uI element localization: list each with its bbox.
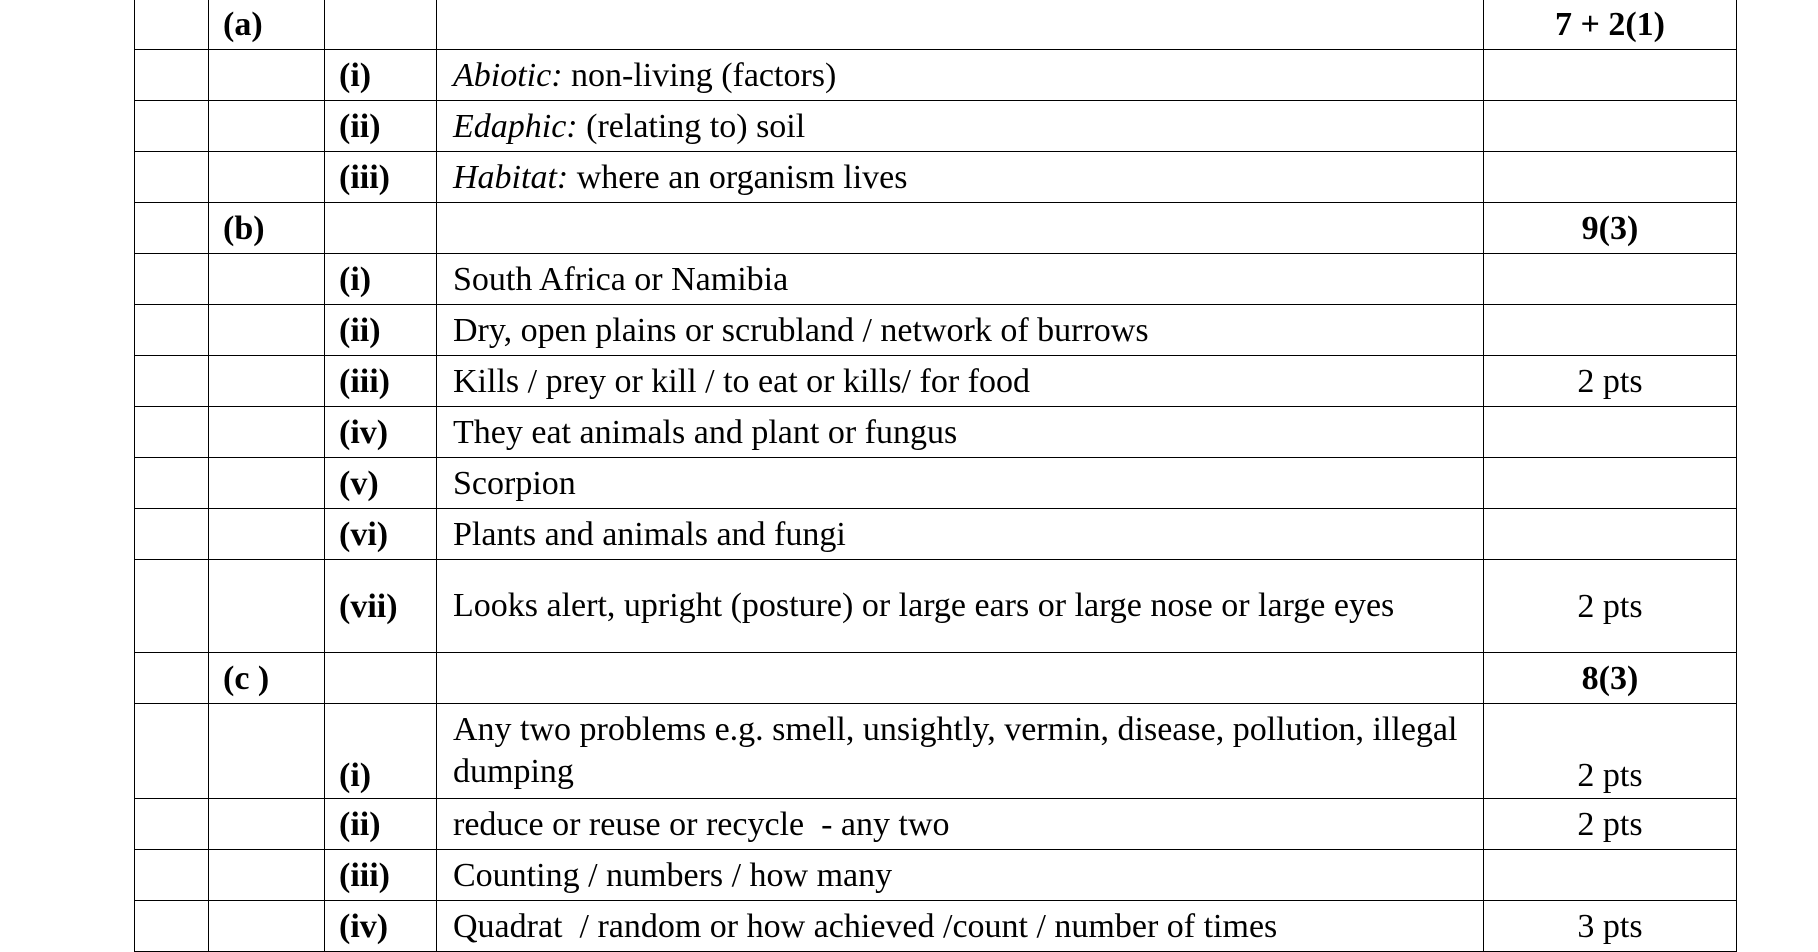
marks-cell: 2 pts: [1484, 560, 1737, 653]
marks-cell: [1484, 458, 1737, 509]
table-row: [135, 850, 1737, 901]
answer-text: (relating to) soil: [577, 107, 806, 145]
sub-part-label: (i): [325, 50, 437, 101]
table-row: [135, 50, 1737, 101]
table-row: [135, 901, 1737, 952]
part-label: (a): [209, 0, 325, 50]
answer-cell: [437, 0, 1484, 50]
part-label: [209, 101, 325, 152]
table-row: [135, 799, 1737, 850]
marks-cell: 7 + 2(1): [1484, 0, 1737, 50]
question-number-cell: [135, 799, 209, 850]
sub-part-label: (iii): [325, 152, 437, 203]
question-number-cell: [135, 653, 209, 704]
sub-part-label: (i): [325, 704, 437, 799]
question-number-cell: [135, 458, 209, 509]
sub-part-label: (i): [325, 254, 437, 305]
answer-text: Scorpion: [437, 458, 1484, 509]
mark-scheme-table: [134, 0, 1737, 952]
question-number-cell: [135, 152, 209, 203]
sub-part-label: [325, 653, 437, 704]
sub-part-label: (ii): [325, 305, 437, 356]
marks-cell: [1484, 254, 1737, 305]
answer-text: South Africa or Namibia: [437, 254, 1484, 305]
table-row: [135, 356, 1737, 407]
marks-cell: 9(3): [1484, 203, 1737, 254]
term-label: Abiotic:: [453, 56, 563, 94]
question-number-cell: [135, 305, 209, 356]
table-row: [135, 509, 1737, 560]
part-label: [209, 850, 325, 901]
term-label: Edaphic:: [453, 107, 578, 145]
sub-part-label: (vii): [325, 560, 437, 653]
marks-cell: 2 pts: [1484, 356, 1737, 407]
part-label: [209, 799, 325, 850]
part-label: [209, 901, 325, 952]
answer-text: They eat animals and plant or fungus: [437, 407, 1484, 458]
table-row: [135, 407, 1737, 458]
table-row: [135, 653, 1737, 704]
term-label: Habitat:: [453, 158, 569, 196]
sub-part-label: (v): [325, 458, 437, 509]
question-number-cell: [135, 254, 209, 305]
answer-text: reduce or reuse or recycle - any two: [437, 799, 1484, 850]
question-number-cell: [135, 560, 209, 653]
answer-text: Kills / prey or kill / to eat or kills/ for food: [437, 356, 1484, 407]
sub-part-label: (iii): [325, 356, 437, 407]
marks-cell: [1484, 407, 1737, 458]
answer-text: where an organism lives: [568, 158, 908, 196]
part-label: [209, 254, 325, 305]
question-number-cell: [135, 203, 209, 254]
answer-cell: [437, 152, 1484, 203]
marks-cell: 2 pts: [1484, 704, 1737, 799]
marks-cell: [1484, 101, 1737, 152]
table-row: [135, 305, 1737, 356]
marks-cell: 2 pts: [1484, 799, 1737, 850]
sub-part-label: [325, 203, 437, 254]
marks-cell: 3 pts: [1484, 901, 1737, 952]
part-label: [209, 509, 325, 560]
question-number-cell: [135, 50, 209, 101]
answer-cell: [437, 101, 1484, 152]
answer-text: Plants and animals and fungi: [437, 509, 1484, 560]
marks-cell: [1484, 850, 1737, 901]
part-label: [209, 458, 325, 509]
sub-part-label: (iii): [325, 850, 437, 901]
table-row: [135, 704, 1737, 799]
answer-text: Looks alert, upright (posture) or large ears or large nose or large eyes: [437, 560, 1484, 653]
answer-text: Counting / numbers / how many: [437, 850, 1484, 901]
answer-cell: [437, 50, 1484, 101]
answer-text: Dry, open plains or scrubland / network of burrows: [437, 305, 1484, 356]
sub-part-label: (ii): [325, 101, 437, 152]
part-label: [209, 356, 325, 407]
table-row: [135, 0, 1737, 50]
marks-cell: [1484, 50, 1737, 101]
answer-cell: [437, 203, 1484, 254]
part-label: [209, 560, 325, 653]
part-label: [209, 152, 325, 203]
question-number-cell: [135, 704, 209, 799]
answer-text: non-living (factors): [562, 56, 837, 94]
question-number-cell: [135, 0, 209, 50]
question-number-cell: [135, 901, 209, 952]
question-number-cell: [135, 407, 209, 458]
answer-text: Any two problems e.g. smell, unsightly, vermin, disease, pollution, illegal dumping: [437, 704, 1484, 799]
part-label: (c ): [209, 653, 325, 704]
table-row: [135, 203, 1737, 254]
part-label: [209, 50, 325, 101]
question-number-cell: [135, 356, 209, 407]
table-row: [135, 152, 1737, 203]
table-row: [135, 254, 1737, 305]
question-number-cell: [135, 850, 209, 901]
table-row: [135, 560, 1737, 653]
answer-cell: [437, 653, 1484, 704]
marks-cell: [1484, 509, 1737, 560]
sub-part-label: (ii): [325, 799, 437, 850]
answer-text: Quadrat / random or how achieved /count / number of times: [437, 901, 1484, 952]
table-row: [135, 101, 1737, 152]
part-label: [209, 704, 325, 799]
question-number-cell: [135, 101, 209, 152]
sub-part-label: [325, 0, 437, 50]
part-label: [209, 305, 325, 356]
part-label: (b): [209, 203, 325, 254]
marks-cell: 8(3): [1484, 653, 1737, 704]
sub-part-label: (vi): [325, 509, 437, 560]
question-number-cell: [135, 509, 209, 560]
sub-part-label: (iv): [325, 901, 437, 952]
table-row: [135, 458, 1737, 509]
marks-cell: [1484, 152, 1737, 203]
marks-cell: [1484, 305, 1737, 356]
sub-part-label: (iv): [325, 407, 437, 458]
part-label: [209, 407, 325, 458]
